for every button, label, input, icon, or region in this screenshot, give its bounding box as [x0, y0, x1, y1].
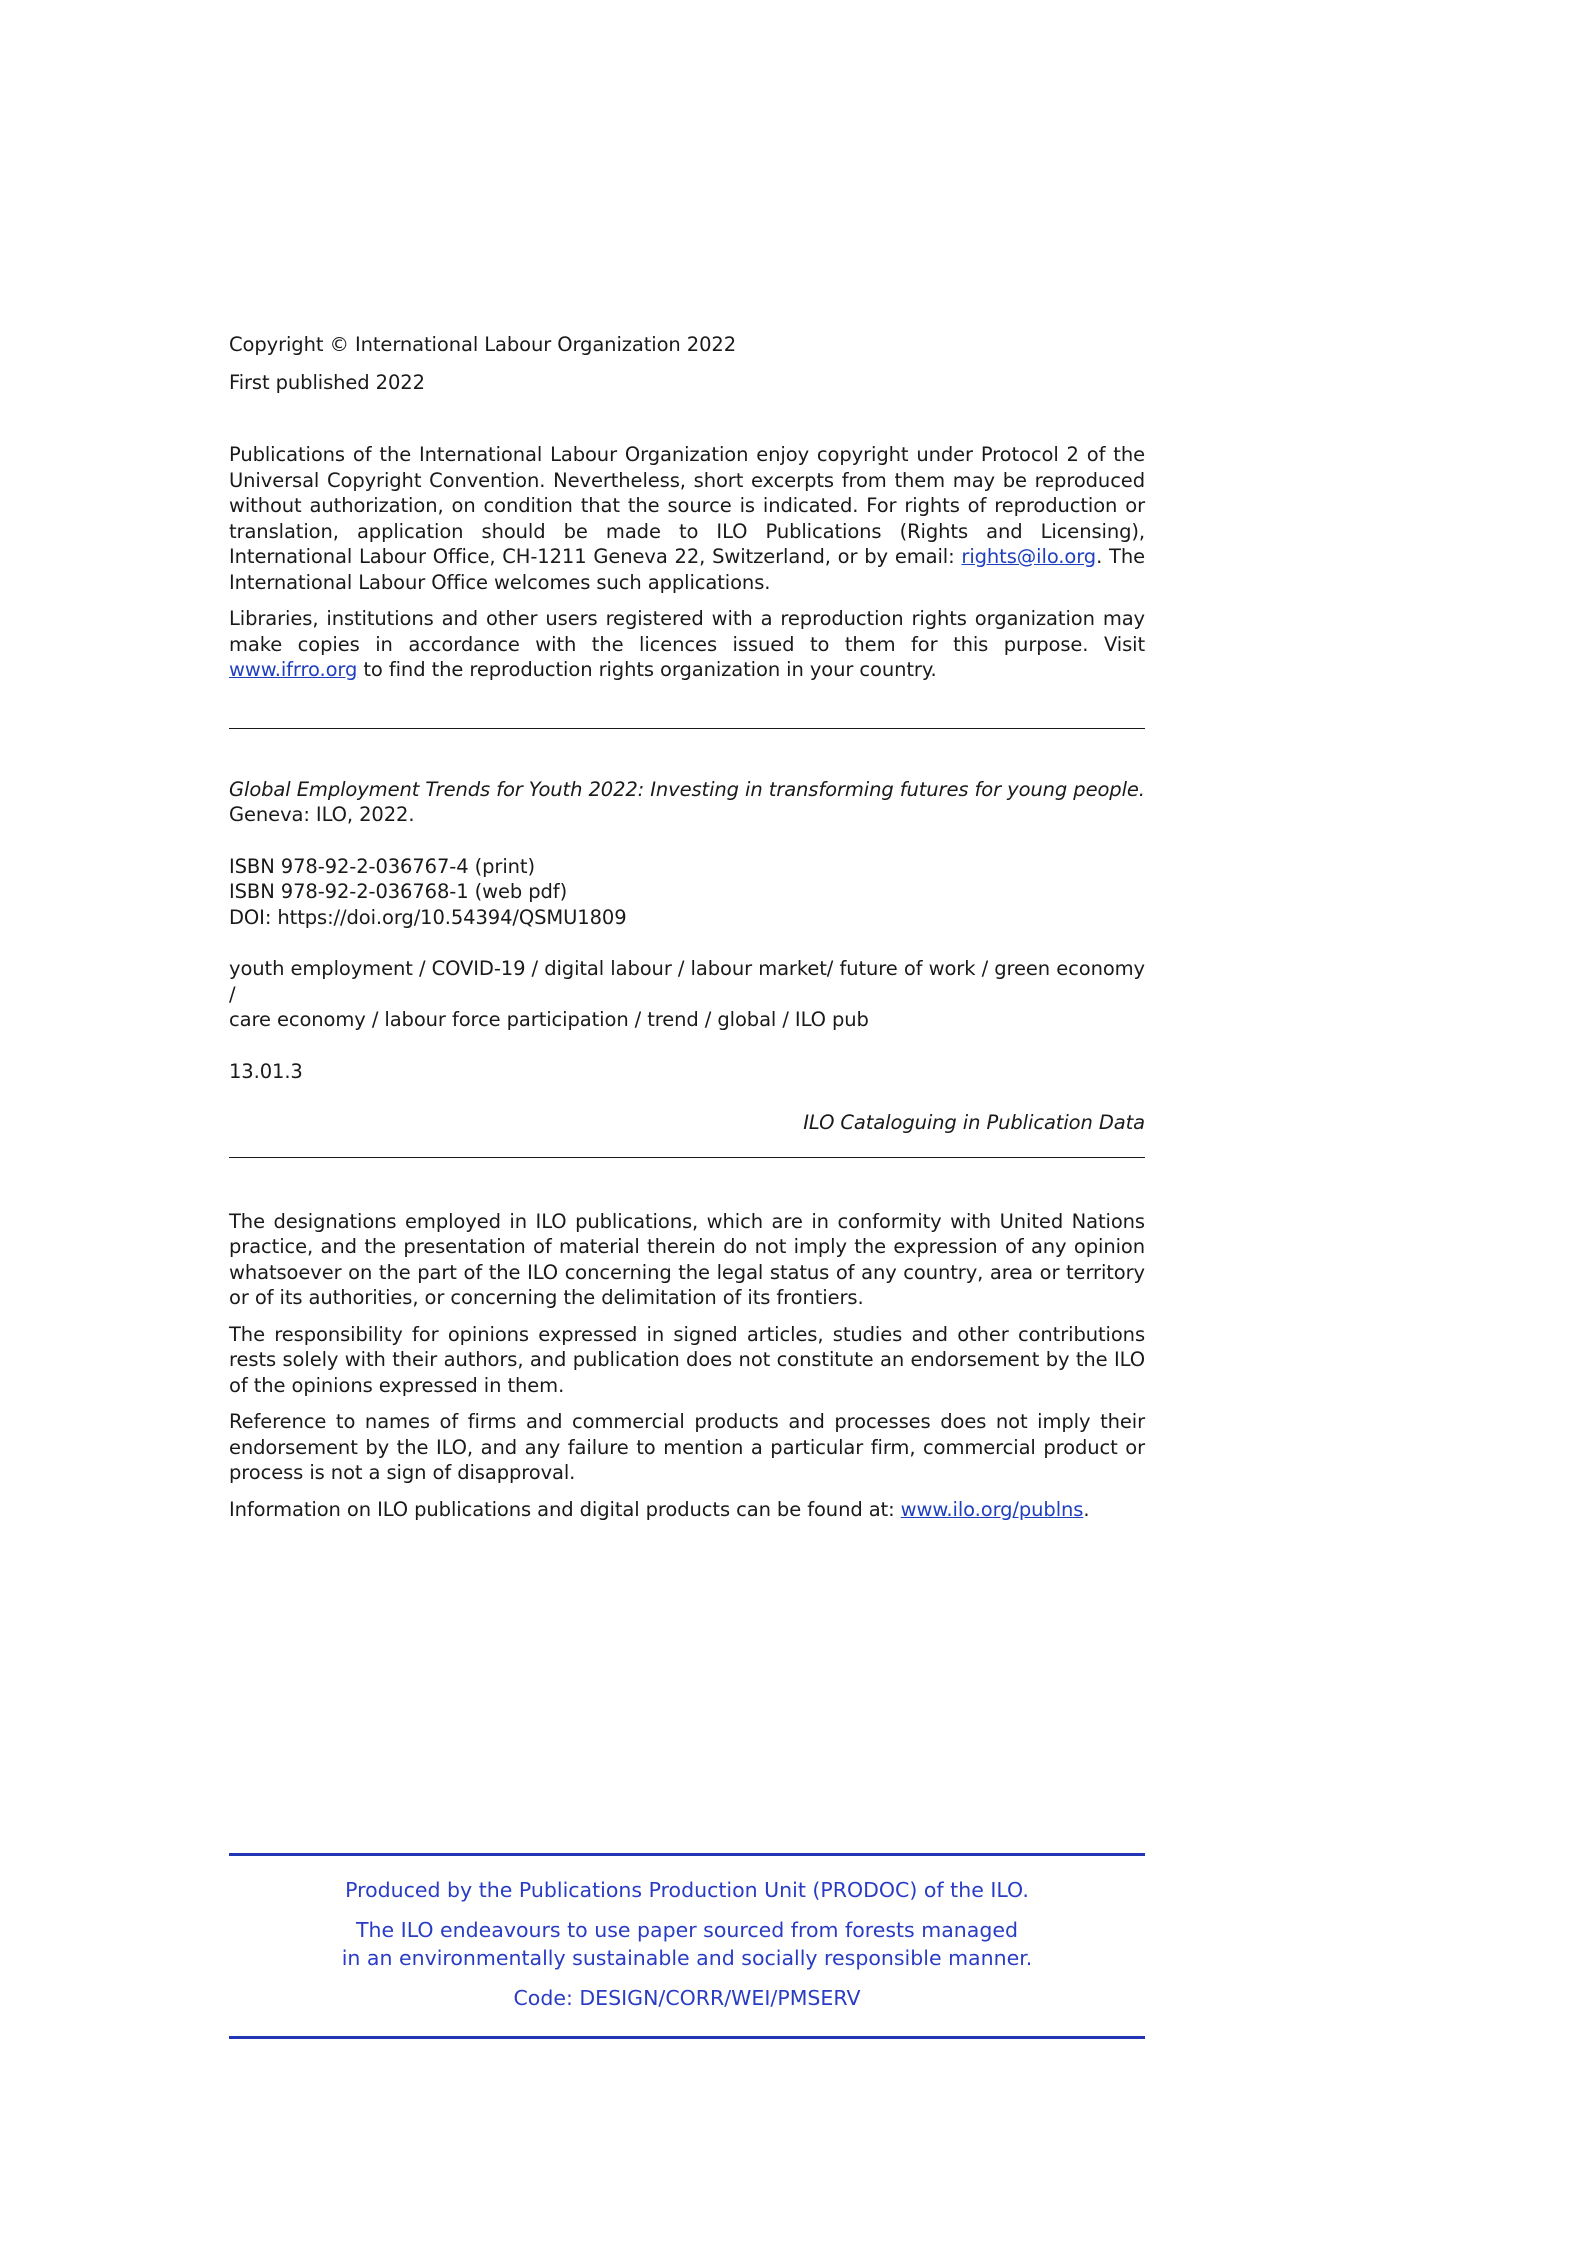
ifrro-link[interactable]: www.ifrro.org — [229, 658, 358, 681]
cip-place: Geneva: ILO, 2022. — [229, 803, 415, 826]
responsibility-paragraph: The responsibility for opinions expressed in signed articles, studies and other contributions rests solely with their authors, and publication does not constitute an endorsement by the ILO of the opinions expressed in them. — [229, 1322, 1145, 1397]
rights-text-1: Publications of the International Labour Organization enjoy copyright under Protocol 2 of the Universal Copyright Convention. Nevertheless, short excerpts from them may be reproduced without authorization, on condition that the source is indicated. For rights of reproduction or translation, application should be made to ILO Publications (Rights and Licensing), International Labour Office, CH-1211 Geneva 22, Switzerland, or by email: — [229, 443, 1145, 568]
cataloguing-label: ILO Cataloguing in Publication Data — [803, 1111, 1145, 1134]
keywords-line-2: care economy / labour force participation / trend / global / ILO pub — [229, 1008, 869, 1031]
copyright-page-main — [229, 332, 1145, 1522]
keywords-line-1: youth employment / COVID-19 / digital labour / labour market/ future of work / green economy / — [229, 957, 1145, 1006]
isbn-web: ISBN 978-92-2-036768-1 (web pdf) — [229, 880, 568, 903]
section-divider — [229, 1157, 1145, 1158]
rights-email-link[interactable]: rights@ilo.org — [961, 545, 1097, 568]
rights-text-2: . The International Labour Office welcomes such applications. — [229, 545, 1145, 594]
production-footer — [229, 1853, 1145, 2039]
libraries-text-2: to find the reproduction rights organization in your country. — [357, 658, 937, 681]
section-divider — [229, 728, 1145, 729]
designations-paragraph: The designations employed in ILO publications, which are in conformity with United Nations practice, and the presentation of material therein do not imply the expression of any opinion whatsoever on the part of the ILO concerning the legal status of any country, area or territory or of its authorities, or concerning the delimitation of its frontiers. — [229, 1209, 1145, 1309]
publications-info-paragraph — [229, 1497, 1145, 1523]
cip-title: Global Employment Trends for Youth 2022: Investing in transforming futures for young people. — [229, 777, 1145, 801]
rights-paragraph — [229, 442, 1145, 595]
paper-statement-line-1: The ILO endeavours to use paper sourced from forests managed — [356, 1918, 1018, 1942]
disclaimer-block — [229, 1209, 1145, 1523]
doi-line: DOI: https://doi.org/10.54394/QSMU1809 — [229, 905, 627, 929]
publications-info-end: . — [1083, 1497, 1090, 1521]
libraries-text-1: Libraries, institutions and other users registered with a reproduction rights organization may make copies in accordance with the licences issued to them for this purpose. Visit — [229, 607, 1145, 656]
footer-bottom-rule — [229, 2036, 1145, 2039]
produced-by-line: Produced by the Publications Production Unit (PRODOC) of the ILO. — [345, 1878, 1029, 1902]
production-code: Code: DESIGN/CORR/WEI/PMSERV — [513, 1986, 861, 2010]
paper-statement — [229, 1916, 1145, 1972]
copyright-line: Copyright © International Labour Organization 2022 — [229, 333, 737, 356]
firms-paragraph: Reference to names of firms and commercial products and processes does not imply their endorsement by the ILO, and any failure to mention a particular firm, commercial product or process is not a sign of disapproval. — [229, 1410, 1145, 1484]
ilo-publns-link[interactable]: www.ilo.org/publns — [900, 1497, 1084, 1521]
first-published-line: First published 2022 — [229, 370, 425, 394]
libraries-paragraph — [229, 606, 1145, 683]
paper-statement-line-2: in an environmentally sustainable and socially responsible manner. — [341, 1946, 1033, 1970]
footer-top-rule — [229, 1853, 1145, 1856]
classification-code: 13.01.3 — [229, 1059, 303, 1083]
cip-data-block — [229, 777, 1145, 1136]
isbn-print: ISBN 978-92-2-036767-4 (print) — [229, 854, 535, 878]
publications-info-text: Information on ILO publications and digital products can be found at: — [229, 1497, 901, 1521]
